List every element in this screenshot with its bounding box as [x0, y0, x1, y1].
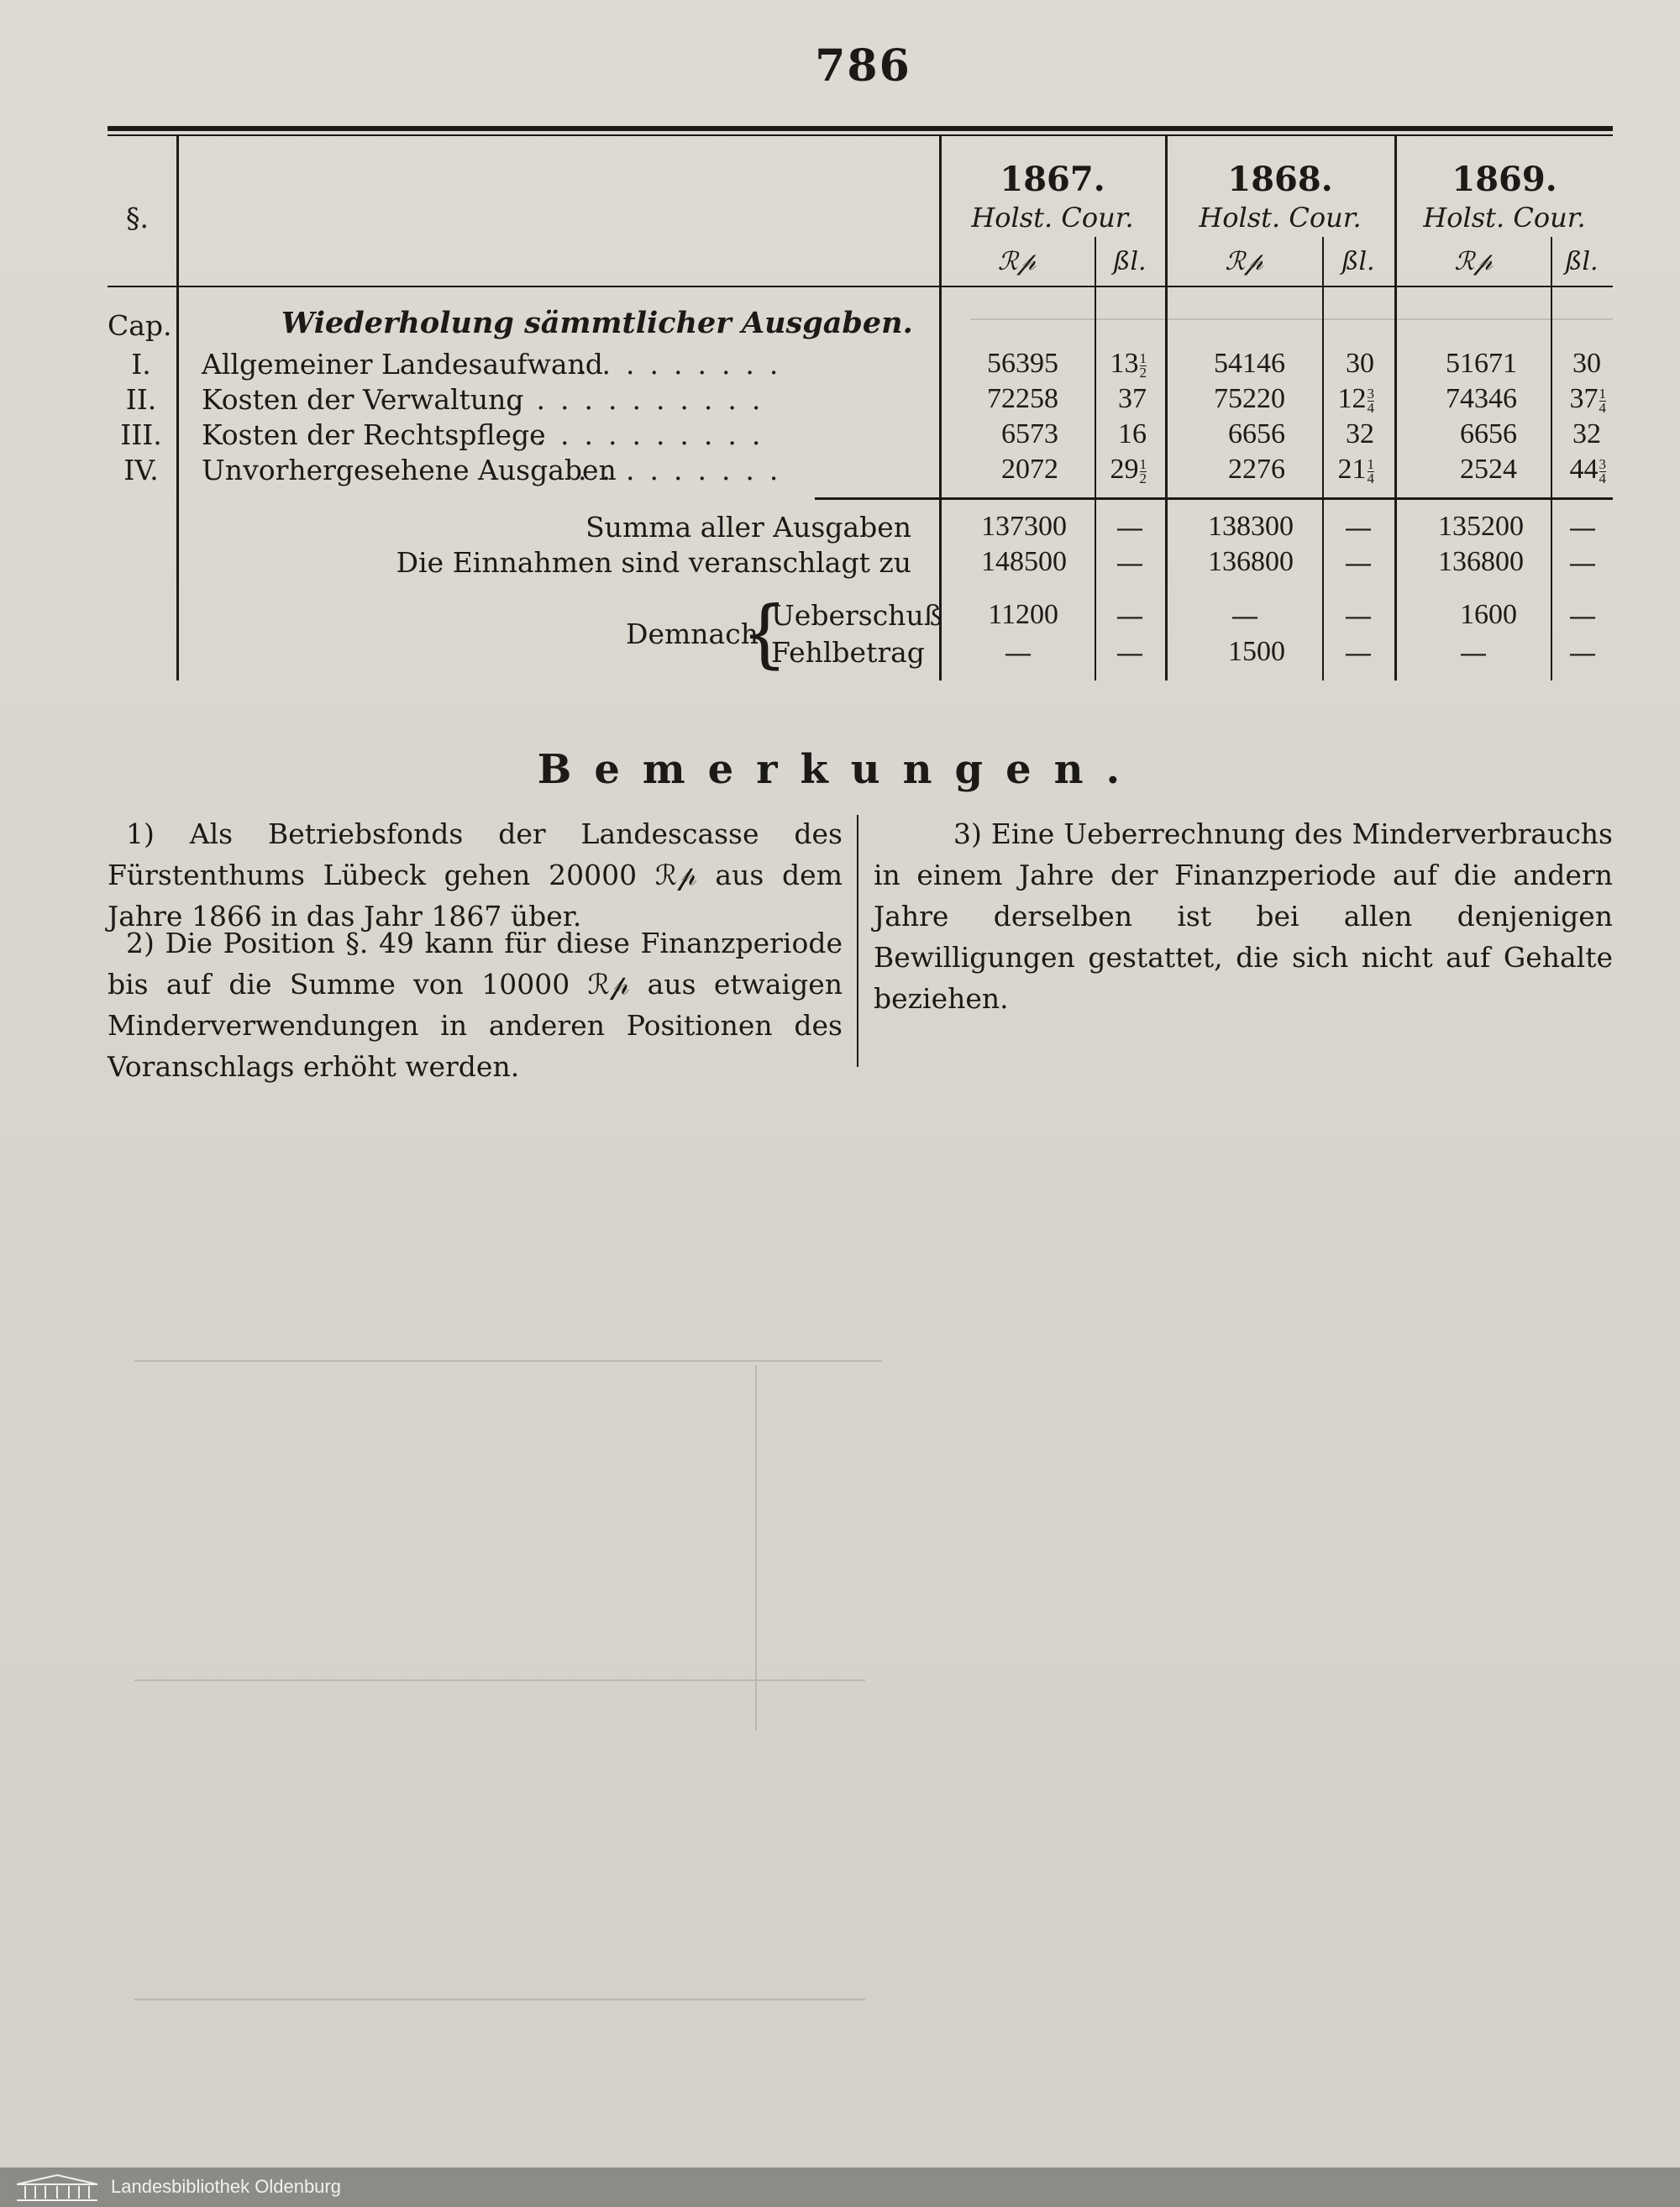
surplus-schilling-1868: —	[1344, 599, 1373, 632]
leader-dots: .........	[578, 348, 794, 381]
fraction-1869: $\frac{3}{4}$	[1599, 455, 1606, 486]
deficit-1868: 1500	[1228, 636, 1285, 667]
value-1868: 2276	[1228, 454, 1285, 485]
deficit-schilling-1868: —	[1344, 636, 1373, 669]
schilling-1868: 12 $\frac{3}{4}$	[1337, 383, 1374, 416]
unit-schilling-1868: ßl.	[1341, 247, 1375, 276]
currency-header-1868: Holst. Cour.	[1199, 202, 1362, 234]
row-cap: II.	[125, 383, 157, 416]
deficit-1867: —	[1004, 636, 1032, 669]
deficit-label: Fehlbetrag	[771, 636, 925, 669]
cap-label: Cap.	[108, 309, 172, 342]
surplus-1867: 11200	[988, 599, 1058, 630]
sum-schilling-1869: —	[1568, 511, 1597, 544]
row-label: Kosten der Rechtspflege	[202, 418, 546, 451]
schilling-1868: 30	[1346, 348, 1374, 379]
remark-3: 3) Eine Ueberrechnung des Minderverbrauchs in einem Jahre der Finanzperiode auf die andern Jahre derselben ist bei allen denjenigen Bewilligungen gestattet, die sich nicht auf Gehalte beziehen.	[874, 817, 1613, 1015]
schilling-1867: 16	[1118, 418, 1147, 449]
sum-1868: 138300	[1208, 511, 1294, 542]
income-label: Die Einnahmen sind veranschlagt zu	[396, 546, 911, 579]
section-symbol: §.	[126, 202, 149, 234]
surplus-label: Ueberschuß	[771, 599, 942, 632]
row-label: Allgemeiner Landesaufwand	[202, 348, 603, 381]
column-rule-cap	[176, 136, 179, 680]
income-schilling-1868: —	[1344, 546, 1373, 579]
value-1869: 74346	[1446, 383, 1517, 414]
unit-taler-1867: ℛ𝓅	[997, 247, 1037, 276]
fraction-1868: $\frac{1}{4}$	[1367, 455, 1374, 486]
unit-taler-1868: ℛ𝓅	[1225, 247, 1263, 276]
schilling-1869: 30	[1572, 348, 1601, 379]
schilling-1867: 37	[1118, 383, 1147, 414]
sum-1867: 137300	[981, 511, 1067, 542]
year-header-1868: 1868.	[1227, 160, 1333, 199]
row-label: Kosten der Verwaltung	[202, 383, 524, 416]
income-1868: 136800	[1208, 546, 1294, 577]
income-1867: 148500	[981, 546, 1067, 577]
fraction-1867: $\frac{1}{2}$	[1139, 349, 1147, 381]
schilling-1867: 13 $\frac{1}{2}$	[1110, 348, 1147, 381]
header-bottom-rule	[108, 286, 1613, 287]
deficit-1869: —	[1459, 636, 1488, 669]
footer-library-name: Landesbibliothek Oldenburg	[111, 2176, 341, 2197]
surplus-schilling-1869: —	[1568, 599, 1597, 632]
schilling-1868: 32	[1346, 418, 1374, 449]
value-1867: 6573	[1001, 418, 1058, 449]
year-header-1869: 1869.	[1452, 160, 1557, 199]
remark-1: 1) Als Betriebsfonds der Landescasse des Fürstenthums Lübeck gehen 20000 ℛ𝓅 aus dem Jahre 1866 in das Jahr 1867 über.	[108, 817, 843, 933]
value-1868: 54146	[1214, 348, 1285, 379]
sum-schilling-1868: —	[1344, 511, 1373, 544]
schilling-1868: 21 $\frac{1}{4}$	[1337, 454, 1374, 486]
remarks-column-rule	[857, 815, 858, 1067]
surplus-1869: 1600	[1460, 599, 1517, 630]
schilling-1869: 44 $\frac{3}{4}$	[1569, 454, 1606, 486]
page-number: 786	[815, 40, 911, 92]
schilling-1869: 37 $\frac{1}{4}$	[1569, 383, 1606, 416]
remarks-title: Bemerkungen.	[537, 746, 1143, 793]
leader-dots: ...........	[512, 418, 776, 451]
value-1867: 2072	[1001, 454, 1058, 485]
curly-brace: {	[741, 590, 788, 676]
unit-taler-1869: ℛ𝓅	[1454, 247, 1493, 276]
demnach-label: Demnach	[626, 617, 759, 650]
row-cap: III.	[120, 418, 162, 451]
value-1867: 72258	[987, 383, 1058, 414]
library-building-icon	[13, 2173, 101, 2203]
row-label: Unvorhergesehene Ausgaben	[202, 454, 617, 486]
year-header-1867: 1867.	[1000, 160, 1105, 199]
value-1868: 75220	[1214, 383, 1285, 414]
table-heading: Wiederholung sämmtlicher Ausgaben.	[281, 306, 913, 340]
unit-schilling-1869: ßl.	[1565, 247, 1599, 276]
currency-header-1869: Holst. Cour.	[1423, 202, 1586, 234]
header-rule-thick	[108, 126, 1613, 131]
deficit-schilling-1867: —	[1116, 636, 1144, 669]
row-cap: IV.	[123, 454, 159, 486]
income-schilling-1867: —	[1116, 546, 1144, 579]
value-1868: 6656	[1228, 418, 1285, 449]
sum-1869: 135200	[1438, 511, 1524, 542]
row-cap: I.	[131, 348, 151, 381]
surplus-schilling-1867: —	[1116, 599, 1144, 632]
value-1869: 51671	[1446, 348, 1517, 379]
leader-dots: .........	[578, 454, 794, 486]
leader-dots: ...........	[512, 383, 776, 416]
fraction-1869: $\frac{1}{4}$	[1599, 385, 1606, 416]
value-1867: 56395	[987, 348, 1058, 379]
sum-label: Summa aller Ausgaben	[585, 511, 911, 544]
remark-2: 2) Die Position §. 49 kann für diese Finanzperiode bis auf die Summe von 10000 ℛ𝓅 aus etwaigen Minderverwendungen in anderen Positionen des Voranschlags erhöht werden.	[108, 927, 843, 1083]
income-schilling-1869: —	[1568, 546, 1597, 579]
sum-schilling-1867: —	[1116, 511, 1144, 544]
schilling-1869: 32	[1572, 418, 1601, 449]
surplus-1868: —	[1231, 599, 1259, 632]
income-1869: 136800	[1438, 546, 1524, 577]
fraction-1868: $\frac{3}{4}$	[1367, 385, 1374, 416]
value-1869: 2524	[1460, 454, 1517, 485]
value-1869: 6656	[1460, 418, 1517, 449]
schilling-1867: 29 $\frac{1}{2}$	[1110, 454, 1147, 486]
header-rule-thin	[108, 134, 1613, 136]
deficit-schilling-1869: —	[1568, 636, 1597, 669]
fraction-1867: $\frac{1}{2}$	[1139, 455, 1147, 486]
unit-schilling-1867: ßl.	[1113, 247, 1147, 276]
sum-rule	[815, 497, 1613, 500]
currency-header-1867: Holst. Cour.	[971, 202, 1134, 234]
